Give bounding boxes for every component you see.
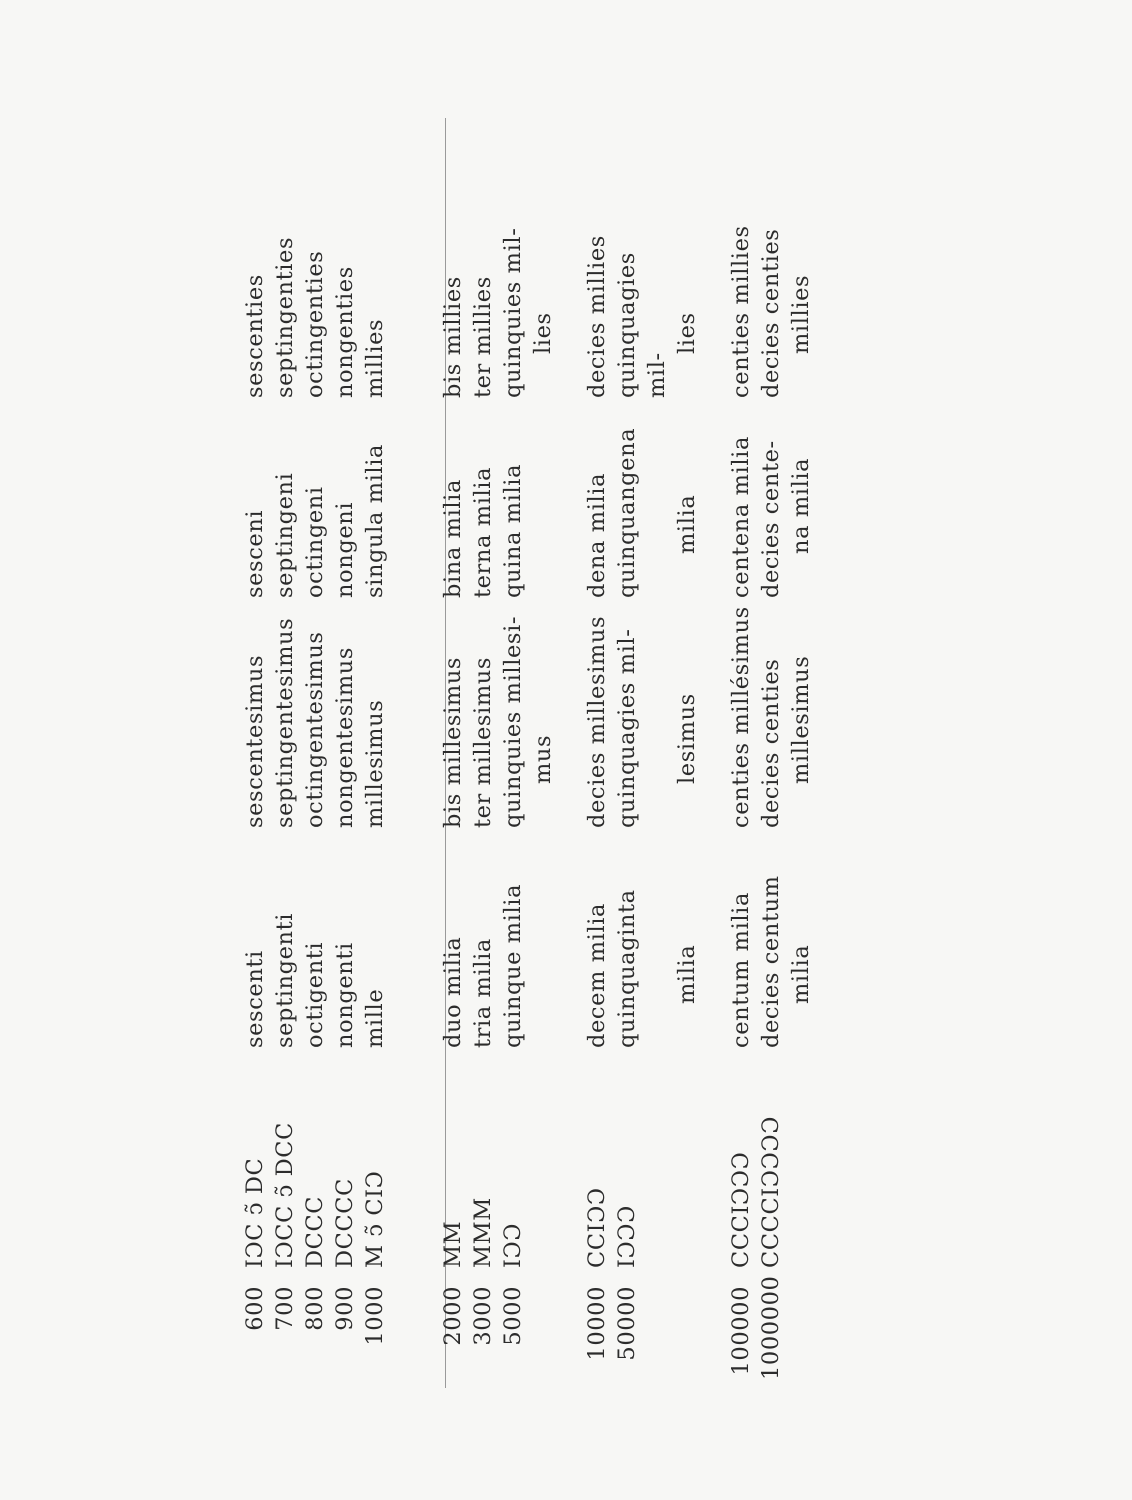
adverb: ter millies [470,276,496,398]
arabic-numeral: 10000 [584,1286,610,1361]
distributive: dena milia [584,472,610,598]
distributive: singula milia [362,443,388,598]
distributive: bina milia [440,479,466,598]
ordinal: decies centies [758,658,784,828]
cardinal: mille [362,988,388,1048]
table-row [756,200,786,1380]
arabic-numeral: 1000000 [758,1275,784,1380]
cardinal: octigenti [302,941,328,1048]
cardinal-continuation: milia [674,944,700,1004]
distributive: decies cente- [758,440,784,598]
cardinal: duo milia [440,936,466,1048]
table-row [498,200,528,1380]
distributive: centena milia [728,436,754,598]
arabic-numeral: 800 [302,1286,328,1331]
table-row-continuation [528,200,558,1380]
cardinal: quinque milia [500,883,526,1048]
roman-numeral: MM [440,1220,466,1268]
table-row [468,200,498,1380]
distributive: nongeni [332,501,358,598]
table-row [612,200,672,1380]
distributive-continuation: milia [674,494,700,554]
ordinal: quinquagies mil- [614,628,640,828]
table-row [582,200,612,1380]
adverb: decies centies [758,228,784,398]
cardinal: septingenti [272,912,298,1048]
distributive: sesceni [242,509,268,598]
cardinal: quinquaginta [614,889,640,1048]
arabic-numeral: 900 [332,1286,358,1331]
roman-numeral: IƆCC ↄ̃ DCC [272,1122,298,1268]
roman-numeral: CCCIƆƆƆ [728,1151,754,1268]
arabic-numeral: 50000 [614,1286,640,1361]
ordinal-continuation: millesimus [788,655,814,784]
ordinal: septingentesimus [272,617,298,828]
ordinal: centies millésimus [728,606,754,828]
adverb: septingenties [272,236,298,398]
table-row-continuation [786,200,816,1380]
cardinal: tria milia [470,938,496,1048]
arabic-numeral: 1000 [362,1286,388,1346]
distributive: octingeni [302,486,328,598]
table-row [360,200,390,1380]
ordinal: bis millesimus [440,656,466,828]
arabic-numeral: 100000 [728,1286,754,1376]
table-row-continuation [672,200,702,1380]
cardinal: sescenti [242,950,268,1048]
ordinal: quinquies millesi- [500,615,526,828]
distributive: terna milia [470,466,496,598]
ordinal: ter millesimus [470,656,496,828]
cardinal: decies centum [758,875,784,1048]
table-row [726,200,756,1380]
roman-numeral: CCCCIƆƆƆƆ [758,1115,784,1268]
roman-numeral: IƆƆƆ [614,1205,640,1268]
arabic-numeral: 2000 [440,1286,466,1346]
roman-numeral: IƆC ↄ̃ DC [242,1157,268,1268]
adverb-continuation: lies [530,312,556,354]
ordinal: millesimus [362,699,388,828]
ordinal: decies millesimus [584,615,610,828]
adverb: millies [362,318,388,398]
roman-numeral: M ↄ̃ CIƆ [362,1170,388,1268]
adverb: nongenties [332,266,358,398]
table-row [438,200,468,1380]
adverb: centies millies [728,225,754,398]
distributive: quina milia [500,463,526,598]
distributive-continuation: na milia [788,457,814,554]
cardinal: centum milia [728,892,754,1048]
adverb: octingenties [302,250,328,398]
rotated-table-block [240,130,840,1380]
roman-numeral: DCCC [302,1195,328,1268]
adverb: quinquagies mil- [614,252,670,398]
roman-numeral: IƆƆ [500,1222,526,1268]
arabic-numeral: 5000 [500,1286,526,1346]
adverb: quinquies mil- [500,227,526,398]
adverb: bis millies [440,276,466,398]
cardinal: nongenti [332,942,358,1048]
distributive: septingeni [272,472,298,598]
arabic-numeral: 700 [272,1286,298,1331]
distributive: quinquangena [614,427,640,598]
adverb: sescenties [242,274,268,398]
ordinal: octingentesimus [302,631,328,828]
adverb-continuation: lies [674,312,700,354]
ordinal: nongentesimus [332,646,358,828]
ordinal: sescentesimus [242,654,268,828]
arabic-numeral: 600 [242,1286,268,1331]
numeral-table [240,200,816,1380]
table-row [240,200,270,1380]
ordinal-continuation: mus [530,734,556,784]
table-row [300,200,330,1380]
arabic-numeral: 3000 [470,1286,496,1346]
table-row [330,200,360,1380]
roman-numeral: CCIƆƆ [584,1187,610,1268]
roman-numeral: DCCCC [332,1178,358,1268]
adverb-continuation: millies [788,274,814,354]
ordinal-continuation: lesimus [674,693,700,784]
adverb: decies millies [584,235,610,398]
cardinal: decem milia [584,902,610,1048]
cardinal-continuation: milia [788,944,814,1004]
roman-numeral: MMM [470,1197,496,1268]
table-row [270,200,300,1380]
